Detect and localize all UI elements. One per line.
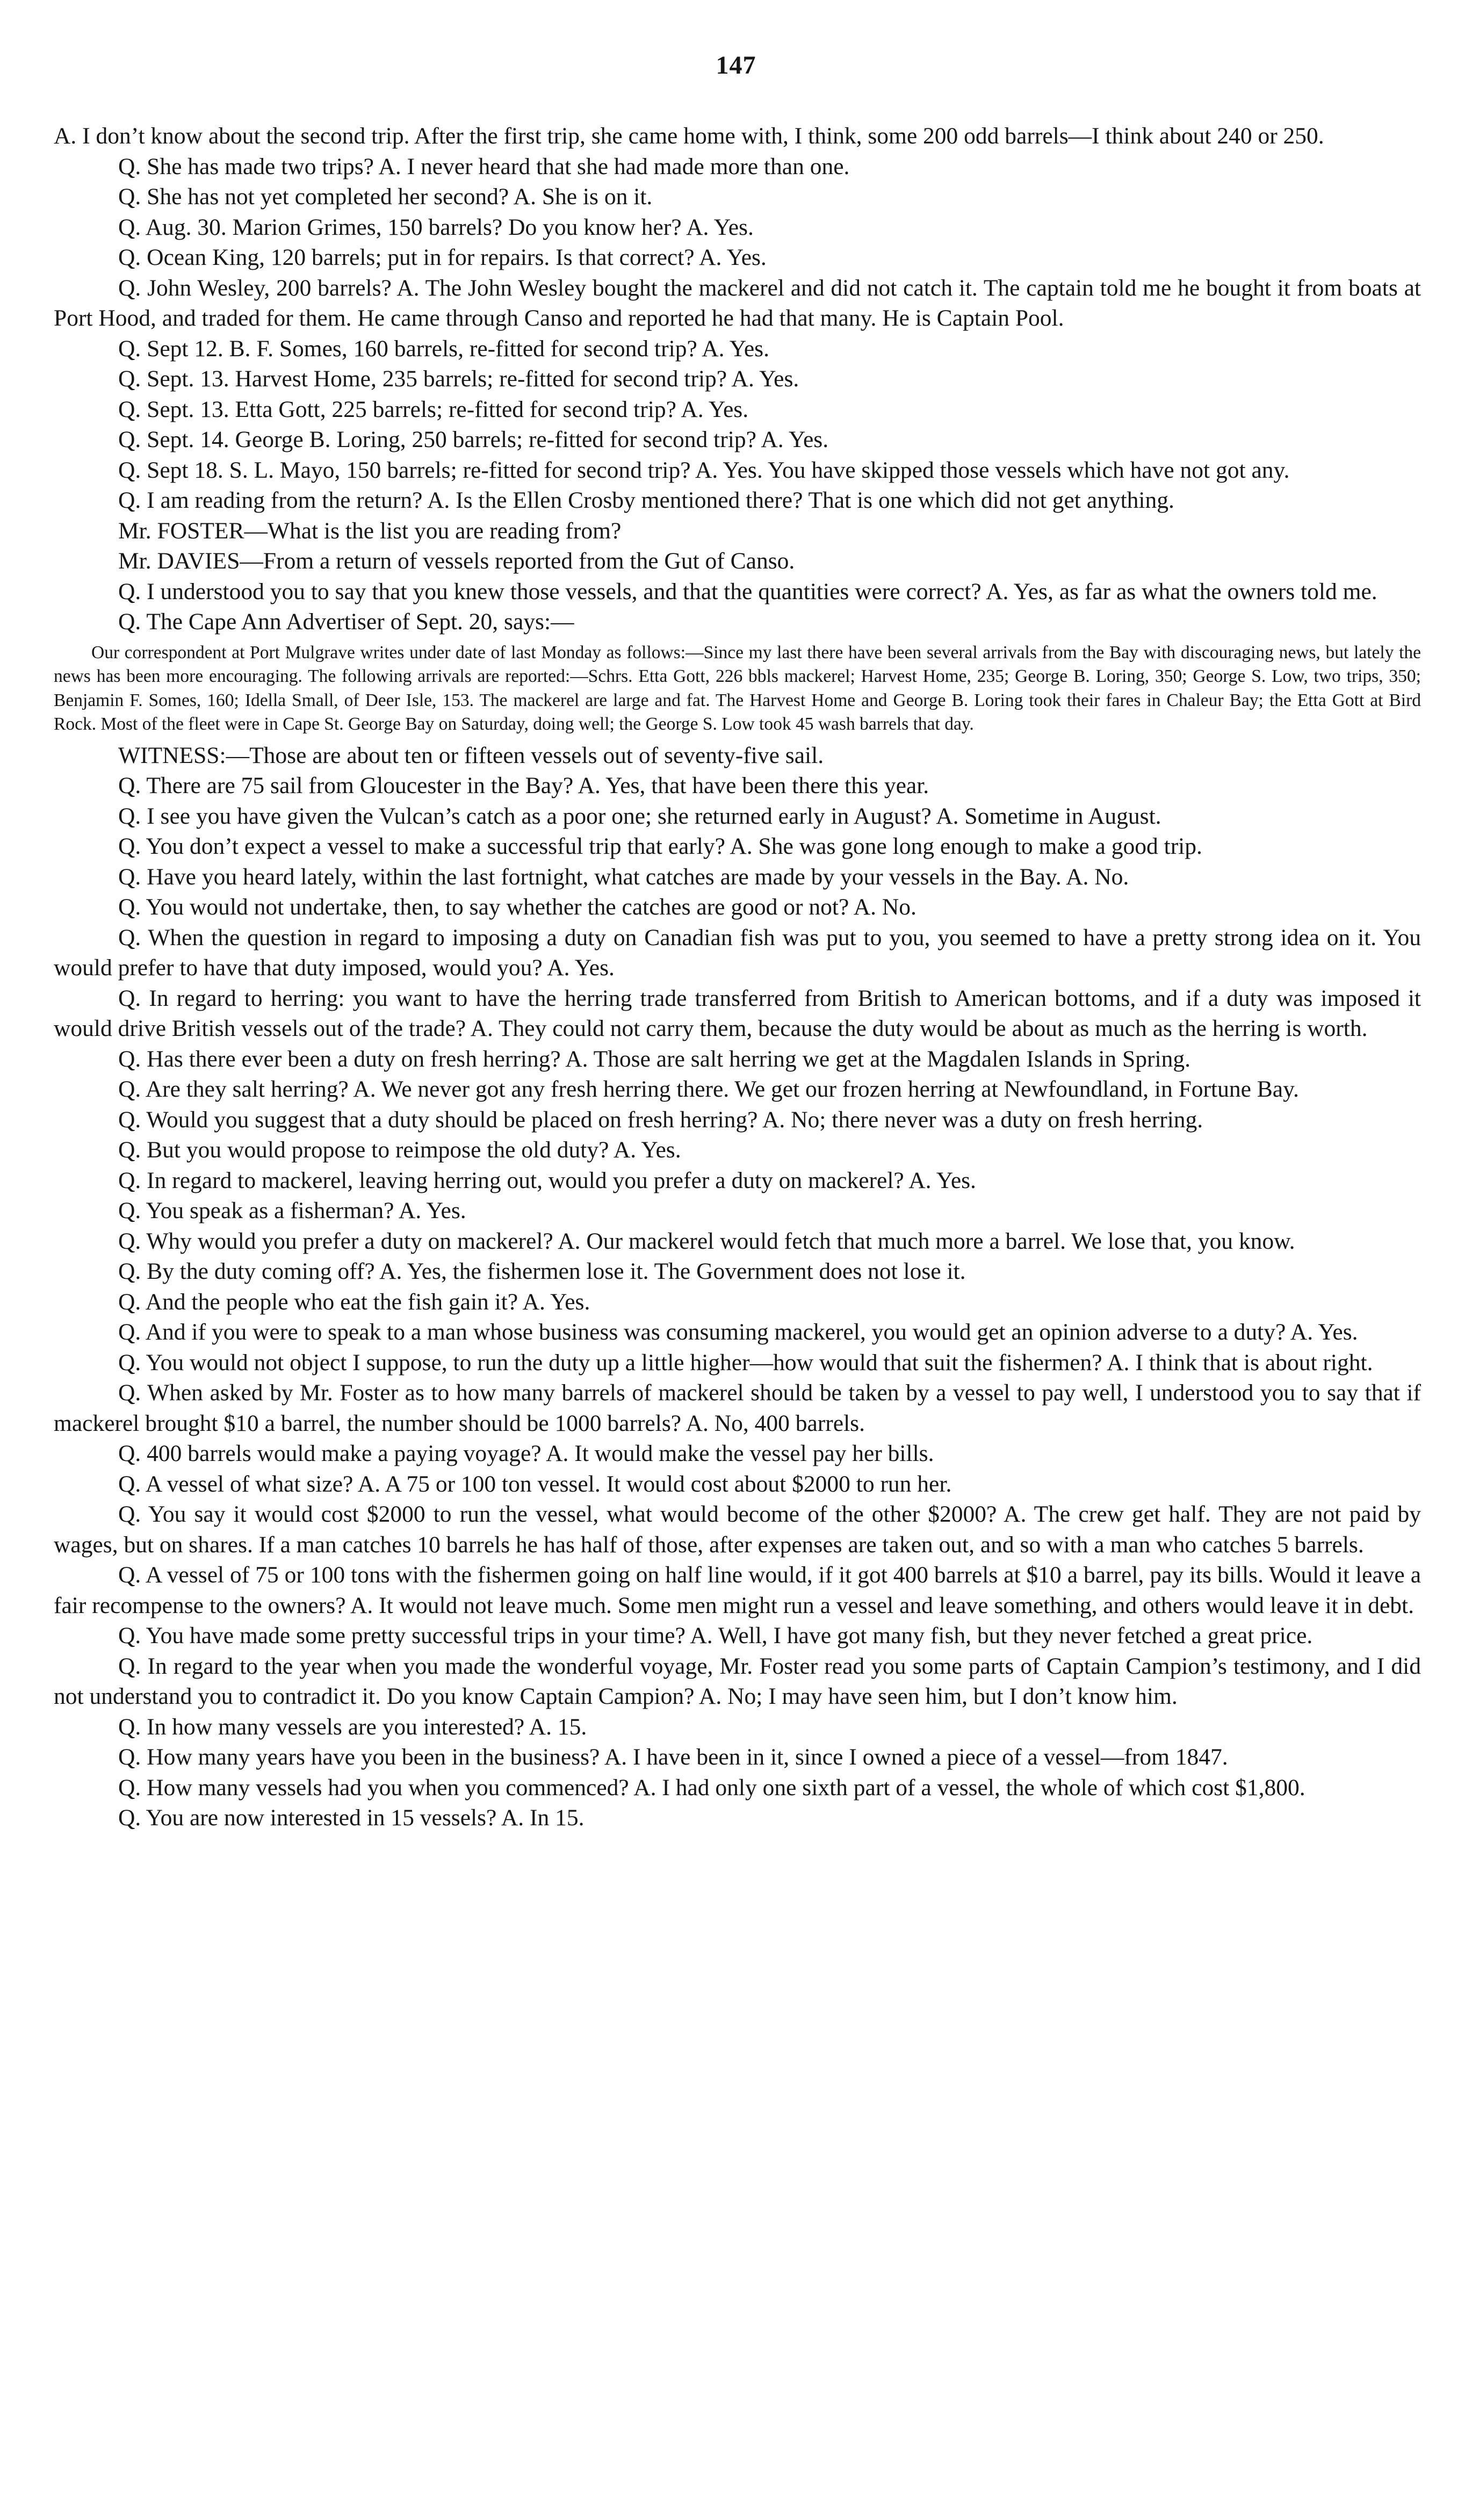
testimony-paragraph: Q. In regard to mackerel, leaving herring out, would you prefer a duty on mackerel? A. Yes. [118, 1167, 976, 1193]
testimony-paragraph: Q. 400 barrels would make a paying voyage? A. It would make the vessel pay her bills. [118, 1441, 934, 1466]
testimony-paragraph: Q. Has there ever been a duty on fresh herring? A. Those are salt herring we get at the Magdalen Islands in Spring. [118, 1046, 1190, 1072]
testimony-paragraph: Q. In regard to the year when you made the wonderful voyage, Mr. Foster read you some parts of Captain Campion’s testimony, and I did not understand you to contradict it. Do you know Captain Campion? A. No; I may have seen him, but I don’t know him. [54, 1653, 1421, 1709]
newspaper-quotation: Our correspondent at Port Mulgrave writes under date of last Monday as follows:—Since my last there have been several arrivals from the Bay with discouraging news, but lately the news has been more encouraging. The following arrivals are reported:—Schrs. Etta Gott, 226 bbls mackerel; Harvest Home, 235; George B. Loring, 350; George S. Low, two trips, 350; Benjamin F. Somes, 160; Idella Small, of Deer Isle, 153. The mackerel are large and fat. The Harvest Home and George B. Loring took their fares in Chaleur Bay; the Etta Gott at Bird Rock. Most of the fleet were in Cape St. George Bay on Saturday, doing well; the George S. Low took 45 wash barrels that day. [54, 642, 1421, 734]
testimony-paragraph: Q. Sept. 14. George B. Loring, 250 barrels; re-fitted for second trip? A. Yes. [118, 427, 829, 452]
testimony-paragraph: A. I don’t know about the second trip. After the first trip, she came home with, I think, some 200 odd barrels—I think about 240 or 250. [54, 123, 1324, 149]
testimony-paragraph: Q. I understood you to say that you knew those vessels, and that the quantities were correct? A. Yes, as far as what the owners told me. [118, 578, 1377, 604]
page-number: 147 [716, 51, 756, 80]
testimony-paragraph: Q. She has made two trips? A. I never heard that she had made more than one. [118, 153, 850, 179]
testimony-paragraph: Q. You have made some pretty successful trips in your time? A. Well, I have got many fish, but they never fetched a great price. [118, 1623, 1313, 1648]
testimony-text [54, 121, 1421, 1833]
testimony-paragraph: Q. Sept. 13. Harvest Home, 235 barrels; re-fitted for second trip? A. Yes. [118, 366, 799, 392]
testimony-paragraph: Q. I am reading from the return? A. Is the Ellen Crosby mentioned there? That is one which did not get anything. [118, 487, 1174, 513]
testimony-paragraph: Q. How many years have you been in the business? A. I have been in it, since I owned a piece of a vessel—from 1847. [118, 1744, 1228, 1770]
testimony-paragraph: Q. How many vessels had you when you commenced? A. I had only one sixth part of a vessel, the whole of which cost $1,800. [118, 1774, 1305, 1801]
testimony-paragraph: Q. Sept. 13. Etta Gott, 225 barrels; re-fitted for second trip? A. Yes. [118, 396, 749, 422]
testimony-paragraph: Q. I see you have given the Vulcan’s catch as a poor one; she returned early in August? A. Sometime in August. [118, 803, 1161, 829]
testimony-paragraph: Mr. FOSTER—What is the list you are reading from? [118, 517, 622, 544]
testimony-paragraph: Q. When asked by Mr. Foster as to how many barrels of mackerel should be taken by a vessel to pay well, I understood you to say that if mackerel brought $10 a barrel, the number should be 1000 barrels? A. No, 400 barrels. [54, 1380, 1421, 1436]
testimony-paragraph: Q. In how many vessels are you interested? A. 15. [118, 1713, 587, 1740]
testimony-paragraph: Q. You don’t expect a vessel to make a successful trip that early? A. She was gone long enough to make a good trip. [118, 833, 1202, 859]
testimony-paragraph: Q. And the people who eat the fish gain it? A. Yes. [118, 1288, 590, 1315]
testimony-paragraph: Q. The Cape Ann Advertiser of Sept. 20, says:— [118, 609, 574, 635]
testimony-paragraph: Q. And if you were to speak to a man whose business was consuming mackerel, you would get an opinion adverse to a duty? A. Yes. [118, 1319, 1358, 1345]
testimony-paragraph: Q. Why would you prefer a duty on mackerel? A. Our mackerel would fetch that much more a barrel. We lose that, you know. [118, 1228, 1295, 1254]
testimony-paragraph: Q. She has not yet completed her second? A. She is on it. [118, 184, 653, 210]
testimony-paragraph: Q. Sept 12. B. F. Somes, 160 barrels, re-fitted for second trip? A. Yes. [118, 335, 769, 362]
testimony-paragraph: Q. Sept 18. S. L. Mayo, 150 barrels; re-fitted for second trip? A. Yes. You have skipped those vessels which have not got any. [118, 457, 1290, 483]
testimony-paragraph: Q. A vessel of 75 or 100 tons with the fishermen going on half line would, if it got 400 barrels at $10 a barrel, pay its bills. Would it leave a fair recompense to the owners? A. It would not leave much. Some men might run a vessel and leave something, and others would leave it in debt. [54, 1562, 1421, 1618]
testimony-paragraph: Q. John Wesley, 200 barrels? A. The John Wesley bought the mackerel and did not catch it. The captain told me he bought it from boats at Port Hood, and traded for them. He came through Canso and reported he had that many. He is Captain Pool. [54, 275, 1421, 331]
testimony-paragraph: WITNESS:—Those are about ten or fifteen vessels out of seventy-five sail. [118, 742, 824, 768]
testimony-paragraph: Q. When the question in regard to imposing a duty on Canadian fish was put to you, you seemed to have a pretty strong idea on it. You would prefer to have that duty imposed, would you? A. Yes. [54, 924, 1421, 981]
testimony-paragraph: Q. You are now interested in 15 vessels? A. In 15. [118, 1805, 585, 1831]
testimony-paragraph: Q. You speak as a fisherman? A. Yes. [118, 1198, 466, 1223]
testimony-paragraph: Q. In regard to herring: you want to have the herring trade transferred from British to American bottoms, and if a duty was imposed it would drive British vessels out of the trade? A. They could not carry them, because the duty would be about as much as the herring is worth. [54, 985, 1421, 1041]
testimony-paragraph: Q. Have you heard lately, within the last fortnight, what catches are made by your vessels in the Bay. A. No. [118, 863, 1129, 890]
testimony-paragraph: Q. But you would propose to reimpose the old duty? A. Yes. [118, 1137, 681, 1163]
testimony-paragraph: Q. There are 75 sail from Gloucester in the Bay? A. Yes, that have been there this year. [118, 773, 929, 798]
testimony-paragraph: Q. You would not object I suppose, to run the duty up a little higher—how would that suit the fishermen? A. I think that is about right. [118, 1349, 1373, 1376]
testimony-paragraph: Q. You would not undertake, then, to say whether the catches are good or not? A. No. [118, 894, 917, 920]
testimony-paragraph: Q. Would you suggest that a duty should be placed on fresh herring? A. No; there never was a duty on fresh herring. [118, 1106, 1203, 1133]
testimony-paragraph: Q. Are they salt herring? A. We never got any fresh herring there. We get our frozen herring at Newfoundland, in Fortune Bay. [118, 1076, 1299, 1102]
testimony-paragraph: Q. By the duty coming off? A. Yes, the fishermen lose it. The Government does not lose it. [118, 1258, 966, 1284]
testimony-paragraph: Q. Ocean King, 120 barrels; put in for repairs. Is that correct? A. Yes. [118, 244, 767, 270]
testimony-paragraph: Mr. DAVIES—From a return of vessels reported from the Gut of Canso. [118, 548, 795, 574]
testimony-paragraph: Q. A vessel of what size? A. A 75 or 100 ton vessel. It would cost about $2000 to run her. [118, 1471, 952, 1497]
testimony-paragraph: Q. Aug. 30. Marion Grimes, 150 barrels? Do you know her? A. Yes. [118, 214, 754, 240]
testimony-paragraph: Q. You say it would cost $2000 to run the vessel, what would become of the other $2000? A. The crew get half. They are not paid by wages, but on shares. If a man catches 10 barrels he has half of those, after expenses are taken out, and so with a man who catches 5 barrels. [54, 1501, 1421, 1558]
